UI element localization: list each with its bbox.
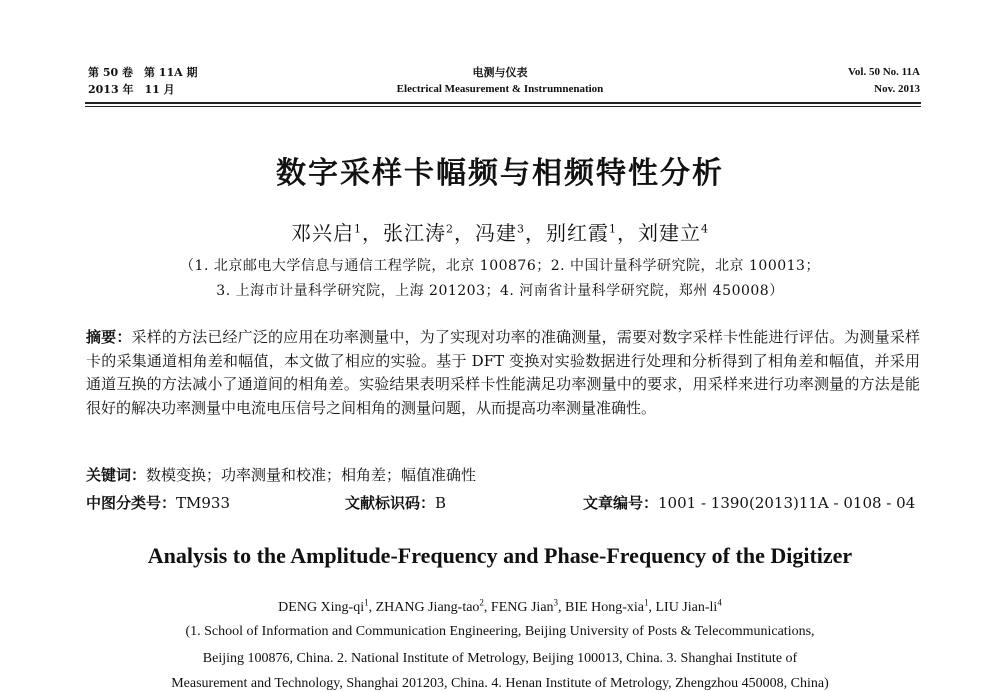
journal-volume-info-en: [848, 64, 920, 98]
author-list-cn: [0, 217, 1000, 246]
article-number-value: 1001 - 1390(2013)11A - 0108 - 04: [658, 494, 916, 512]
page-title-en: Analysis to the Amplitude-Frequency and Phase-Frequency of the Digitizer: [147, 543, 853, 568]
author-cn: 别红霞$^1$，: [546, 221, 638, 245]
publication-date-en: Nov. 2013: [874, 83, 920, 95]
volume-issue-en: Vol. 50 No. 11A: [847, 66, 920, 78]
keywords-cn: [86, 464, 476, 485]
clc-number: [86, 492, 230, 513]
affiliation-line-en: (1. School of Information and Communication Engineering, Beijing University of Posts & Telecommunications,: [185, 624, 815, 639]
affiliation-line-en: Beijing 100876, China. 2. National Institute of Metrology, Beijing 100013, China. 3. Shanghai Institute of: [202, 651, 798, 666]
article-number: [583, 492, 915, 513]
doc-code-label: 文献标识码：: [345, 494, 436, 512]
keywords-text: 数模变换；功率测量和校准；相角差；幅值准确性: [146, 466, 477, 484]
author-cn: 张江涛$^2$，: [383, 221, 475, 245]
journal-name-en: Electrical Measurement & Instrumnenation: [396, 83, 604, 95]
author-en: LIU Jian-$li^4$: [655, 597, 722, 615]
affiliation-line-cn: （1. 北京邮电大学信息与通信工程学院，北京 100876；2. 中国计量科学研究院，北京 100013；: [180, 258, 820, 274]
document-code: [345, 492, 446, 513]
publication-date-cn: 2013 年 11 月: [88, 83, 175, 96]
author-cn: 刘建立$^4$: [638, 221, 709, 245]
author-cn: 冯建$^3$，: [475, 221, 546, 245]
author-list-en: [0, 597, 1000, 616]
author-en: ZHANG Jiang-tao$^2$,: [375, 597, 491, 615]
abstract-label: 摘要：: [86, 328, 132, 346]
article-number-label: 文章编号：: [583, 494, 659, 512]
author-cn: 邓兴启$^1$，: [291, 221, 383, 245]
header-rule-top: [85, 102, 921, 104]
header-rule-bottom: [85, 106, 921, 107]
abstract-cn: [86, 326, 920, 421]
affiliation-line-en: Measurement and Technology, Shanghai 201203, China. 4. Henan Institute of Metrology, Zhengzhou 450008, China): [171, 676, 829, 691]
clc-value: TM933: [176, 494, 231, 512]
author-en: BIE Hong-xia$^1$,: [565, 597, 656, 615]
journal-name-cn: 电测与仪表: [472, 66, 528, 79]
page-title-cn: 数字采样卡幅频与相频特性分析: [276, 156, 724, 191]
doc-code-value: B: [435, 494, 447, 512]
volume-issue: 第 50 卷 第 11A 期: [88, 66, 198, 79]
affiliation-line-cn: 3. 上海市计量科学研究院，上海 201203；4. 河南省计量科学研究院，郑州 450008）: [216, 283, 784, 299]
clc-label: 中图分类号：: [86, 494, 177, 512]
author-en: DENG Xing-$qi^1$,: [278, 597, 376, 615]
author-en: FENG Jian$^3$,: [490, 597, 566, 615]
abstract-text: 采样的方法已经广泛的应用在功率测量中，为了实现对功率的准确测量，需要对数字采样卡性能进行评估。为测量采样卡的采集通道相角差和幅值，本文做了相应的实验。基于 DFT 变换对实验数据进行处理和分析得到了相角差和幅值，并采用通道互换的方法减小了通道间的相角差。实验结果表明采样卡性能满足功率测量中的要求，用采样来进行功率测量的方法是能很好的解决功率测量中电流电压信号之间相角的测量问题，从而提高功率测量准确性。: [86, 328, 920, 418]
keywords-label: 关键词：: [86, 466, 147, 484]
